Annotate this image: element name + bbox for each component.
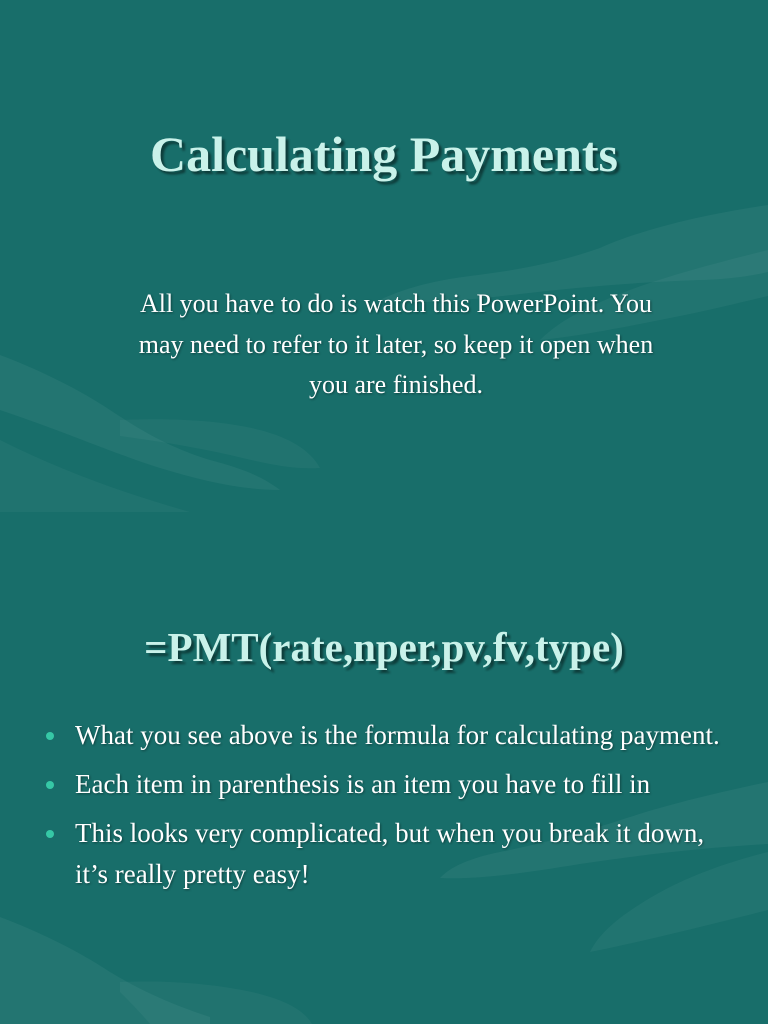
intro-text: All you have to do is watch this PowerPoint. You may need to refer to it later, so keep it open when you are finished. [138,289,654,399]
bullet-dot-icon [46,781,54,789]
bullet-text: What you see above is the formula for calculating payment. [75,720,720,750]
bullet-item [44,715,720,756]
bullet-item [44,764,720,805]
bullet-dot-icon [46,732,54,740]
slide-title: Calculating Payments [149,126,619,182]
bullet-text: This looks very complicated, but when you break it down, it’s really pretty easy! [75,818,705,889]
slide-2 [0,512,768,1024]
bullet-item [44,813,720,894]
bullet-list [44,715,720,903]
bullet-text: Each item in parenthesis is an item you have to fill in [75,769,651,799]
bullet-dot-icon [46,830,54,838]
formula-title: =PMT(rate,nper,pv,fv,type) [144,624,624,670]
